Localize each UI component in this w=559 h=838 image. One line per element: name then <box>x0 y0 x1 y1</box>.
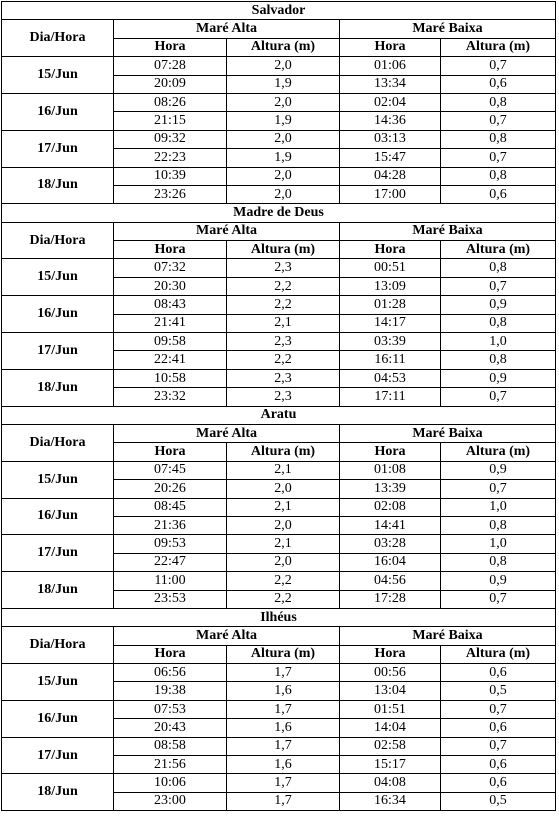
high-tide-height: 1,9 <box>227 149 340 167</box>
location-name: Ilhéus <box>2 608 556 626</box>
high-tide-hour: 21:36 <box>114 516 227 534</box>
high-tide-hour: 10:39 <box>114 167 227 185</box>
low-tide-height: 0,6 <box>441 774 556 792</box>
low-tide-hour: 13:04 <box>340 682 441 700</box>
high-tide-height: 2,3 <box>227 259 340 277</box>
high-tide-height: 2,0 <box>227 93 340 111</box>
low-tide-hour: 13:39 <box>340 480 441 498</box>
day-label: 18/Jun <box>2 369 114 406</box>
day-hour-header: Dia/Hora <box>2 424 114 461</box>
group-header-row <box>2 424 556 442</box>
high-tide-hour: 07:53 <box>114 700 227 718</box>
table-row <box>2 535 556 553</box>
high-tide-hour: 21:15 <box>114 112 227 130</box>
high-tide-height: 1,7 <box>227 700 340 718</box>
table-row <box>2 130 556 148</box>
high-tide-hour: 22:41 <box>114 351 227 369</box>
low-tide-hour: 04:28 <box>340 167 441 185</box>
high-height-header: Altura (m) <box>227 38 340 56</box>
low-tide-header: Maré Baixa <box>340 627 556 645</box>
day-label: 18/Jun <box>2 167 114 204</box>
day-hour-header: Dia/Hora <box>2 20 114 57</box>
high-tide-hour: 20:09 <box>114 75 227 93</box>
day-label: 18/Jun <box>2 572 114 609</box>
high-tide-hour: 07:28 <box>114 57 227 75</box>
high-tide-hour: 19:38 <box>114 682 227 700</box>
low-tide-height: 0,8 <box>441 167 556 185</box>
low-tide-hour: 14:41 <box>340 516 441 534</box>
low-tide-height: 0,5 <box>441 792 556 810</box>
low-tide-hour: 00:51 <box>340 259 441 277</box>
high-tide-height: 2,2 <box>227 277 340 295</box>
high-tide-hour: 21:41 <box>114 314 227 332</box>
low-tide-height: 1,0 <box>441 333 556 351</box>
group-header-row <box>2 627 556 645</box>
high-tide-hour: 08:26 <box>114 93 227 111</box>
low-tide-hour: 16:11 <box>340 351 441 369</box>
high-tide-height: 1,7 <box>227 792 340 810</box>
low-tide-height: 0,9 <box>441 369 556 387</box>
table-row <box>2 333 556 351</box>
high-tide-hour: 07:45 <box>114 461 227 479</box>
low-tide-height: 0,7 <box>441 700 556 718</box>
table-row <box>2 259 556 277</box>
high-tide-height: 2,2 <box>227 296 340 314</box>
high-tide-hour: 06:56 <box>114 664 227 682</box>
high-tide-hour: 23:00 <box>114 792 227 810</box>
day-label: 16/Jun <box>2 93 114 130</box>
day-label: 16/Jun <box>2 700 114 737</box>
high-tide-hour: 10:58 <box>114 369 227 387</box>
low-height-header: Altura (m) <box>441 38 556 56</box>
high-tide-height: 2,1 <box>227 498 340 516</box>
table-row <box>2 737 556 755</box>
low-tide-height: 0,8 <box>441 314 556 332</box>
low-tide-hour: 01:28 <box>340 296 441 314</box>
day-label: 15/Jun <box>2 57 114 94</box>
day-label: 17/Jun <box>2 535 114 572</box>
low-tide-header: Maré Baixa <box>340 424 556 442</box>
high-tide-header: Maré Alta <box>114 424 340 442</box>
high-tide-hour: 07:32 <box>114 259 227 277</box>
table-row <box>2 296 556 314</box>
high-tide-hour: 20:26 <box>114 480 227 498</box>
low-tide-hour: 15:17 <box>340 756 441 774</box>
table-row <box>2 93 556 111</box>
low-tide-height: 0,8 <box>441 130 556 148</box>
group-header-row <box>2 20 556 38</box>
low-tide-hour: 17:11 <box>340 388 441 406</box>
high-tide-height: 2,3 <box>227 333 340 351</box>
low-tide-height: 0,9 <box>441 296 556 314</box>
low-tide-hour: 02:58 <box>340 737 441 755</box>
low-tide-hour: 16:34 <box>340 792 441 810</box>
low-tide-hour: 02:04 <box>340 93 441 111</box>
low-hour-header: Hora <box>340 645 441 663</box>
day-label: 15/Jun <box>2 259 114 296</box>
high-tide-height: 1,6 <box>227 756 340 774</box>
low-tide-hour: 16:04 <box>340 553 441 571</box>
low-tide-height: 0,6 <box>441 75 556 93</box>
low-tide-hour: 13:34 <box>340 75 441 93</box>
low-tide-header: Maré Baixa <box>340 20 556 38</box>
high-tide-hour: 08:58 <box>114 737 227 755</box>
tide-table <box>1 1 556 811</box>
location-title-row <box>2 204 556 222</box>
low-tide-hour: 17:28 <box>340 590 441 608</box>
location-name: Salvador <box>2 2 556 20</box>
high-tide-height: 1,7 <box>227 774 340 792</box>
low-tide-height: 0,6 <box>441 185 556 203</box>
low-tide-height: 1,0 <box>441 535 556 553</box>
table-row <box>2 369 556 387</box>
high-tide-hour: 22:23 <box>114 149 227 167</box>
low-tide-hour: 01:51 <box>340 700 441 718</box>
high-tide-height: 2,0 <box>227 185 340 203</box>
low-tide-height: 0,7 <box>441 277 556 295</box>
high-hour-header: Hora <box>114 443 227 461</box>
low-tide-header: Maré Baixa <box>340 222 556 240</box>
high-tide-hour: 10:06 <box>114 774 227 792</box>
high-tide-height: 2,2 <box>227 572 340 590</box>
high-tide-hour: 23:32 <box>114 388 227 406</box>
high-tide-hour: 20:30 <box>114 277 227 295</box>
low-tide-height: 0,9 <box>441 572 556 590</box>
low-tide-height: 0,9 <box>441 461 556 479</box>
low-tide-height: 0,8 <box>441 553 556 571</box>
low-tide-height: 0,7 <box>441 57 556 75</box>
high-tide-hour: 23:53 <box>114 590 227 608</box>
high-hour-header: Hora <box>114 241 227 259</box>
high-tide-height: 2,0 <box>227 130 340 148</box>
day-label: 16/Jun <box>2 498 114 535</box>
low-tide-height: 0,7 <box>441 149 556 167</box>
high-hour-header: Hora <box>114 645 227 663</box>
table-row <box>2 664 556 682</box>
low-tide-hour: 13:09 <box>340 277 441 295</box>
high-tide-height: 2,0 <box>227 480 340 498</box>
low-tide-height: 0,5 <box>441 682 556 700</box>
low-tide-hour: 03:28 <box>340 535 441 553</box>
high-tide-hour: 08:43 <box>114 296 227 314</box>
day-label: 15/Jun <box>2 461 114 498</box>
group-header-row <box>2 222 556 240</box>
low-tide-height: 0,8 <box>441 351 556 369</box>
high-tide-hour: 20:43 <box>114 719 227 737</box>
high-tide-hour: 08:45 <box>114 498 227 516</box>
high-tide-height: 2,3 <box>227 369 340 387</box>
high-tide-height: 2,1 <box>227 461 340 479</box>
high-tide-height: 1,7 <box>227 664 340 682</box>
low-tide-height: 0,6 <box>441 756 556 774</box>
high-tide-hour: 09:32 <box>114 130 227 148</box>
low-tide-height: 0,8 <box>441 516 556 534</box>
low-hour-header: Hora <box>340 443 441 461</box>
low-tide-hour: 14:36 <box>340 112 441 130</box>
high-tide-height: 2,1 <box>227 535 340 553</box>
low-tide-height: 0,7 <box>441 112 556 130</box>
low-tide-hour: 00:56 <box>340 664 441 682</box>
high-tide-height: 2,0 <box>227 57 340 75</box>
low-tide-hour: 01:08 <box>340 461 441 479</box>
location-name: Madre de Deus <box>2 204 556 222</box>
table-row <box>2 167 556 185</box>
table-row <box>2 461 556 479</box>
low-tide-hour: 01:06 <box>340 57 441 75</box>
day-label: 17/Jun <box>2 333 114 370</box>
low-tide-hour: 02:08 <box>340 498 441 516</box>
day-label: 15/Jun <box>2 664 114 701</box>
high-height-header: Altura (m) <box>227 443 340 461</box>
low-tide-hour: 04:08 <box>340 774 441 792</box>
low-tide-hour: 15:47 <box>340 149 441 167</box>
low-tide-hour: 03:13 <box>340 130 441 148</box>
day-label: 18/Jun <box>2 774 114 811</box>
high-tide-height: 2,0 <box>227 167 340 185</box>
low-tide-height: 0,8 <box>441 93 556 111</box>
high-tide-header: Maré Alta <box>114 627 340 645</box>
low-tide-hour: 14:04 <box>340 719 441 737</box>
high-tide-hour: 09:53 <box>114 535 227 553</box>
low-hour-header: Hora <box>340 38 441 56</box>
location-title-row <box>2 2 556 20</box>
high-tide-header: Maré Alta <box>114 222 340 240</box>
low-tide-hour: 17:00 <box>340 185 441 203</box>
low-tide-height: 0,6 <box>441 719 556 737</box>
tide-table-body <box>2 2 556 811</box>
high-tide-header: Maré Alta <box>114 20 340 38</box>
high-tide-height: 2,2 <box>227 590 340 608</box>
location-title-row <box>2 608 556 626</box>
high-tide-hour: 22:47 <box>114 553 227 571</box>
high-tide-hour: 21:56 <box>114 756 227 774</box>
high-tide-hour: 11:00 <box>114 572 227 590</box>
low-tide-height: 0,7 <box>441 737 556 755</box>
high-tide-height: 1,9 <box>227 75 340 93</box>
table-row <box>2 57 556 75</box>
high-tide-height: 1,7 <box>227 737 340 755</box>
low-tide-hour: 03:39 <box>340 333 441 351</box>
low-hour-header: Hora <box>340 241 441 259</box>
high-tide-height: 2,0 <box>227 516 340 534</box>
low-height-header: Altura (m) <box>441 645 556 663</box>
high-tide-height: 1,9 <box>227 112 340 130</box>
day-label: 17/Jun <box>2 130 114 167</box>
low-tide-height: 0,8 <box>441 259 556 277</box>
location-title-row <box>2 406 556 424</box>
location-name: Aratu <box>2 406 556 424</box>
tide-table-container <box>1 1 556 811</box>
high-tide-height: 1,6 <box>227 682 340 700</box>
table-row <box>2 774 556 792</box>
day-hour-header: Dia/Hora <box>2 222 114 259</box>
high-height-header: Altura (m) <box>227 645 340 663</box>
low-tide-height: 1,0 <box>441 498 556 516</box>
high-tide-height: 2,2 <box>227 351 340 369</box>
high-tide-height: 2,0 <box>227 553 340 571</box>
high-tide-height: 2,3 <box>227 388 340 406</box>
day-label: 17/Jun <box>2 737 114 774</box>
day-hour-header: Dia/Hora <box>2 627 114 664</box>
low-tide-hour: 04:53 <box>340 369 441 387</box>
low-tide-height: 0,6 <box>441 664 556 682</box>
high-hour-header: Hora <box>114 38 227 56</box>
low-height-header: Altura (m) <box>441 241 556 259</box>
low-height-header: Altura (m) <box>441 443 556 461</box>
low-tide-hour: 14:17 <box>340 314 441 332</box>
table-row <box>2 498 556 516</box>
low-tide-height: 0,7 <box>441 480 556 498</box>
high-tide-hour: 09:58 <box>114 333 227 351</box>
high-tide-height: 1,6 <box>227 719 340 737</box>
low-tide-height: 0,7 <box>441 590 556 608</box>
low-tide-hour: 04:56 <box>340 572 441 590</box>
high-tide-height: 2,1 <box>227 314 340 332</box>
high-height-header: Altura (m) <box>227 241 340 259</box>
table-row <box>2 700 556 718</box>
day-label: 16/Jun <box>2 296 114 333</box>
high-tide-hour: 23:26 <box>114 185 227 203</box>
low-tide-height: 0,7 <box>441 388 556 406</box>
table-row <box>2 572 556 590</box>
